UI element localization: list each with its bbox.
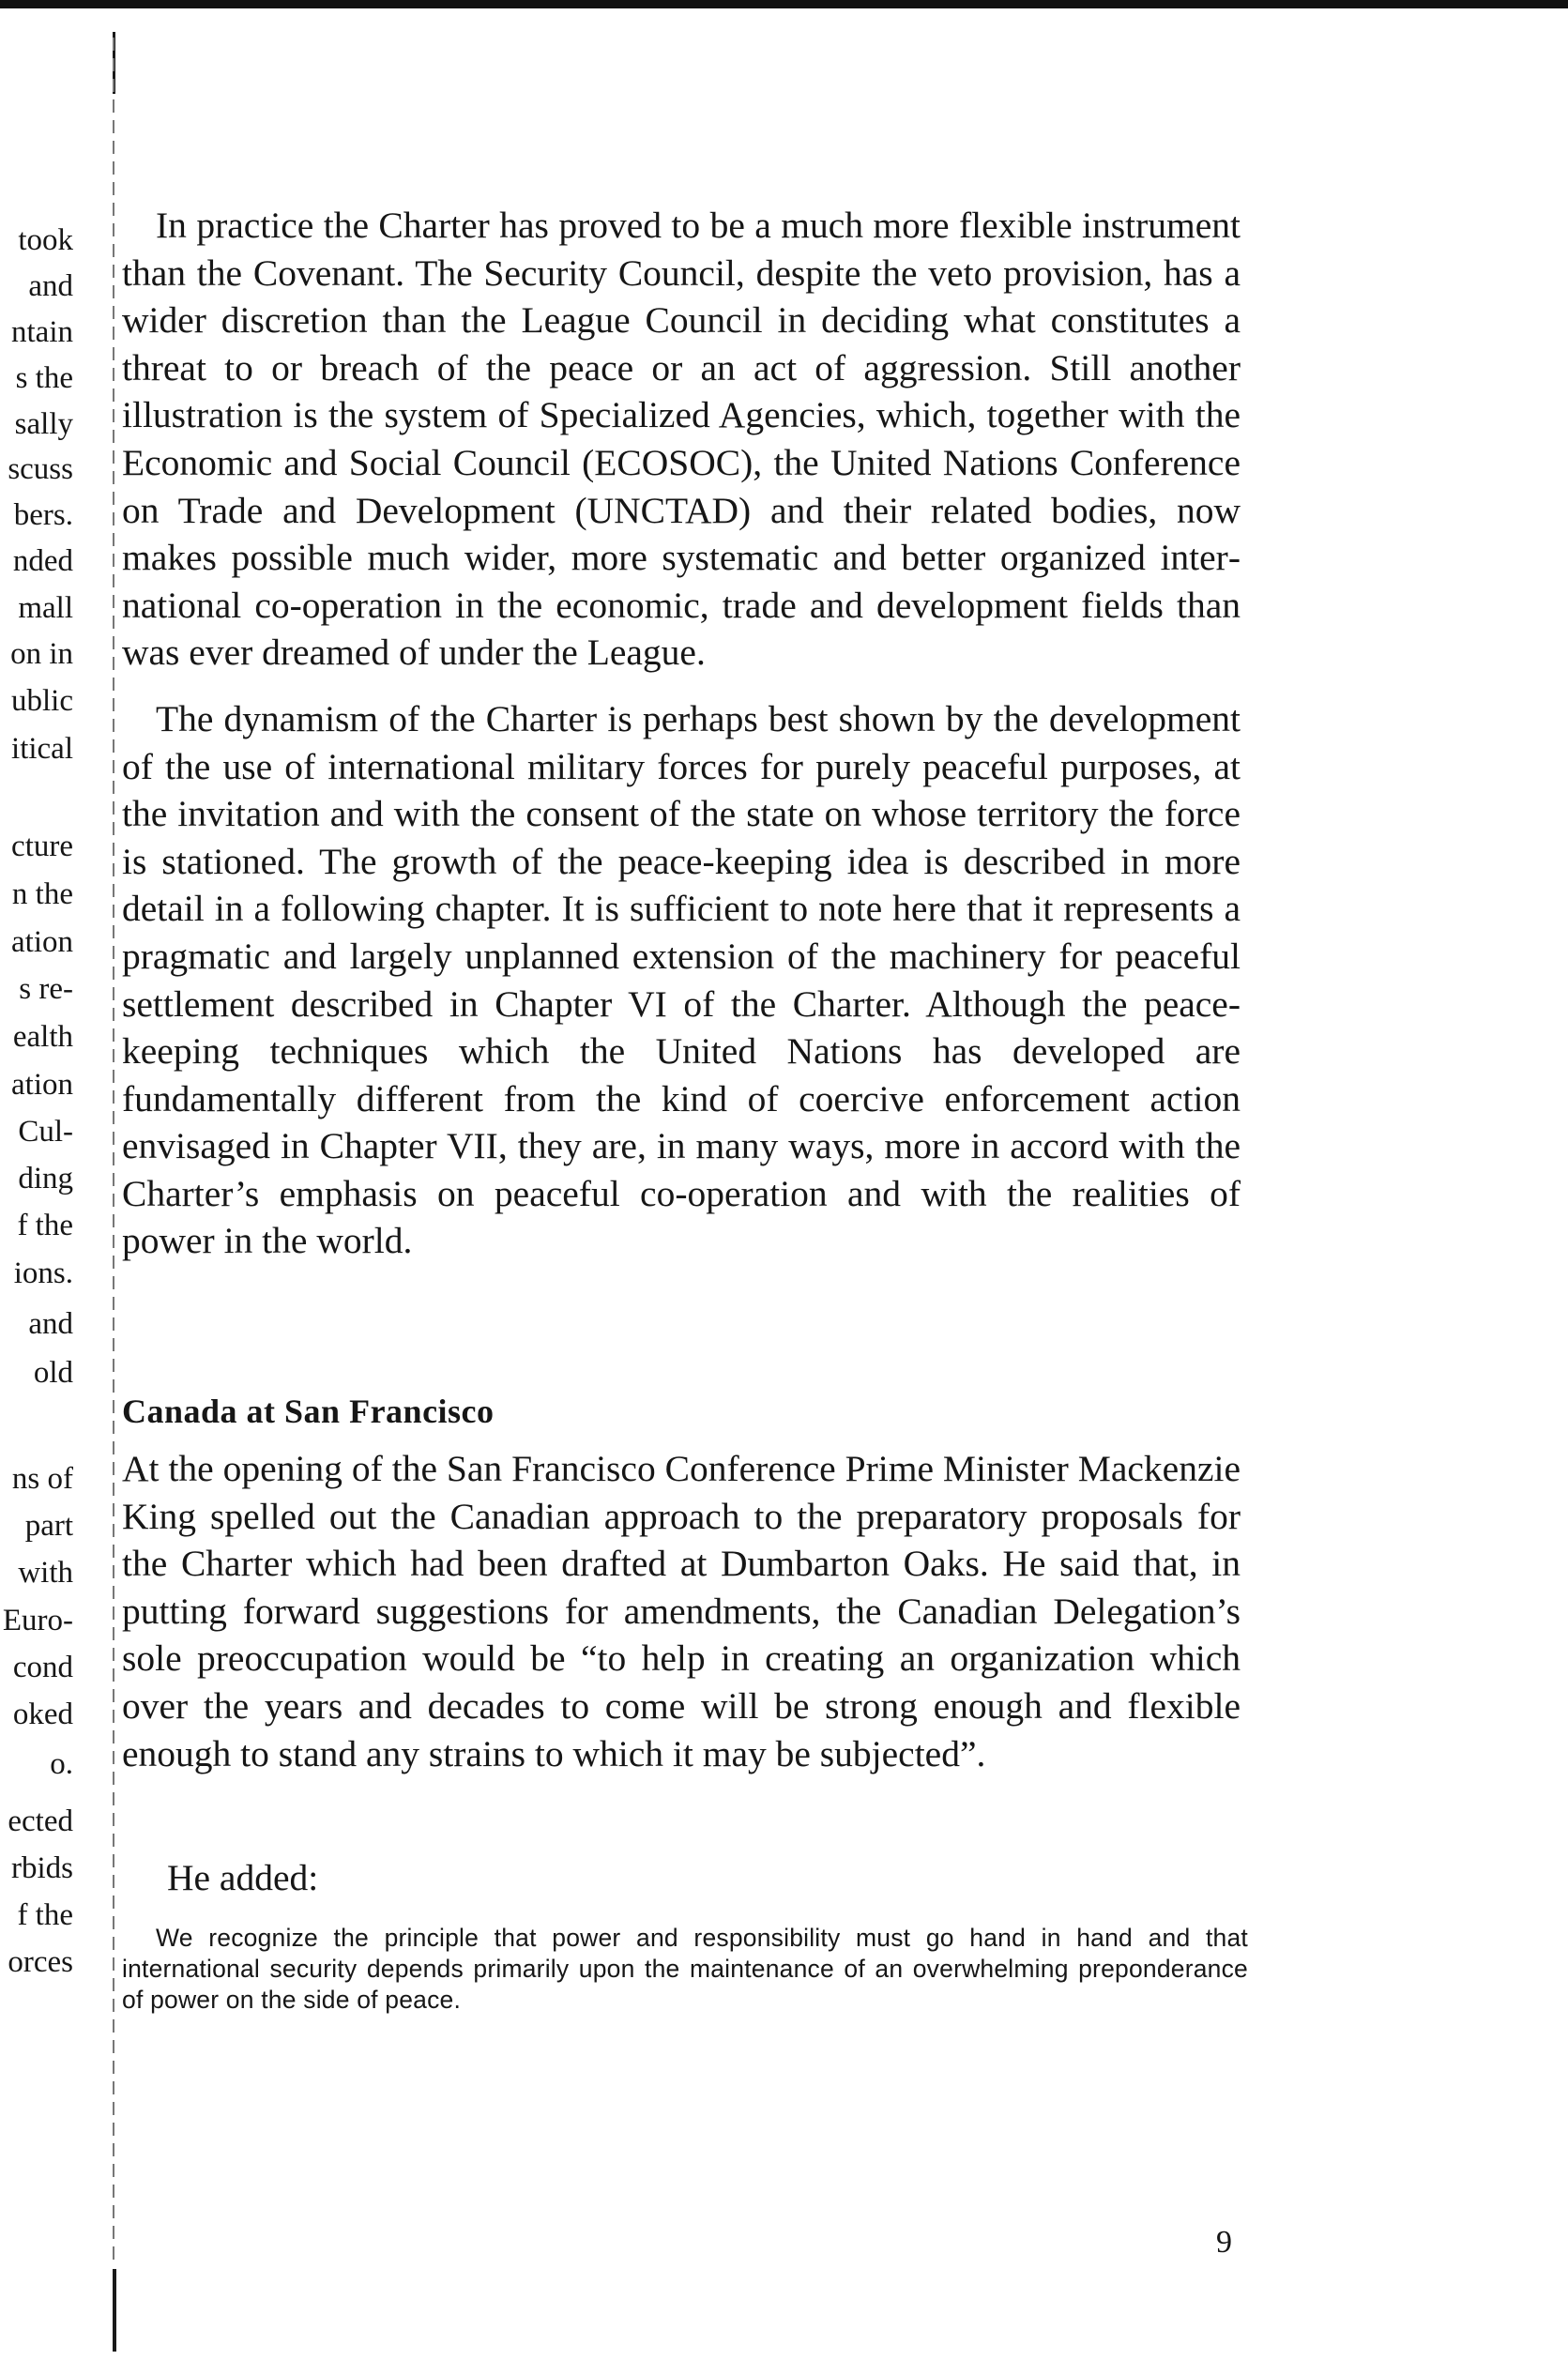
section-heading: Canada at San Francisco: [122, 1393, 495, 1430]
previous-page-fragment: bers.: [13, 498, 73, 532]
previous-page-fragment: scuss: [8, 452, 73, 486]
previous-page-fragment: orces: [8, 1945, 73, 1979]
binding-gutter-line: [113, 38, 114, 2261]
previous-page-fragment: part: [24, 1509, 73, 1543]
previous-page-fragment: f the: [17, 1898, 73, 1932]
scan-top-edge: [0, 0, 1568, 8]
previous-page-fragment: ation: [11, 925, 73, 959]
paragraph-he-added: He added:: [167, 1857, 319, 1898]
previous-page-fragment: n the: [11, 877, 73, 911]
previous-page-fragment: Cul-: [18, 1115, 73, 1149]
previous-page-fragment: f the: [17, 1209, 73, 1242]
main-text-column: [122, 202, 1241, 1265]
previous-page-fragment: old: [33, 1356, 73, 1390]
paragraph-san-francisco-conference: At the opening of the San Francisco Conference Prime Minister Mackenzie King spelled out the Canadian approach to the preparatory proposals for the Charter which had been drafted at Dumbarton Oaks. He said that, in putting forward suggestions for amendments, the Canadian Delegation’s sole preoccupation would be “to help in creating an organization which over the years and decades to come will be strong enough and flexible enough to stand any strains to which it may be subjected”.: [122, 1448, 1241, 1774]
previous-page-fragment: with: [18, 1556, 73, 1590]
previous-page-fragment: and: [28, 269, 73, 303]
previous-page-fragment: on in: [10, 637, 73, 671]
previous-page-fragment: ublic: [11, 684, 73, 718]
previous-page-fragment: mall: [18, 591, 73, 625]
previous-page-fragment: and: [28, 1307, 73, 1341]
previous-page-fragment: ation: [11, 1068, 73, 1102]
previous-page-fragment: s the: [15, 361, 73, 395]
block-quotation: We recognize the principle that power and responsibility must go hand in hand and that international security depends primarily upon the maintenance of an overwhelming preponderance of power on the side of peace.: [122, 1924, 1248, 2014]
previous-page-fragment: s re-: [19, 972, 73, 1006]
previous-page-fragment: cture: [11, 830, 73, 863]
previous-page-fragment: sally: [14, 407, 73, 441]
previous-page-fragment: ected: [8, 1804, 73, 1838]
previous-page-fragment: o.: [50, 1747, 73, 1781]
previous-page-margin: [0, 0, 81, 2360]
previous-page-fragment: rbids: [11, 1851, 73, 1885]
previous-page-fragment: oked: [12, 1698, 73, 1731]
previous-page-fragment: ions.: [13, 1256, 73, 1290]
previous-page-fragment: itical: [11, 732, 73, 766]
paragraph-charter-dynamism: The dynamism of the Charter is perhaps best shown by the development of the use of international military forces for purely peaceful purposes, at the invitation and with the consent of the state on whose territory the force is stationed. The growth of the peace-keeping idea is described in more detail in a following chapter. It is sufficient to note here that it represents a pragmatic and largely unplanned extension of the machinery for peaceful settlement described in Chapter VI of the Charter. Although the peacekeeping techniques which the United Nations has developed are fundamentally different from the kind of coercive enforcement action envisaged in Chapter VII, they are, in many ways, more in accord with the Charter’s emphasis on peaceful co-operation and with the realities of power in the world.: [122, 697, 1241, 1262]
previous-page-fragment: ns of: [11, 1462, 73, 1496]
previous-page-fragment: Euro-: [2, 1604, 73, 1637]
previous-page-fragment: nded: [12, 544, 73, 578]
previous-page-fragment: ealth: [12, 1020, 73, 1054]
paragraph-charter-flexibility: In practice the Charter has proved to be a much more flexible instrument than the Covenant. The Security Council, despite the veto provision, has a wider discretion than the League Council in deciding what constitutes a threat to or breach of the peace or an act of aggression. Still another illustration is the system of Specialized Agencies, which, together with the Economic and Social Council (ECOSOC), the United Nations Conference on Trade and Development (UNCTAD) and their related bodies, now makes possible much wider, more systematic and better organized international co-operation in the economic, trade and development fields than was ever dreamed of under the League.: [122, 205, 1241, 674]
previous-page-fragment: ntain: [11, 315, 73, 349]
page-number: 9: [1216, 2225, 1232, 2260]
binding-shadow-bottom: [113, 2269, 116, 2352]
previous-page-fragment: took: [18, 223, 73, 257]
previous-page-fragment: ding: [18, 1162, 73, 1195]
previous-page-fragment: cond: [12, 1651, 73, 1684]
